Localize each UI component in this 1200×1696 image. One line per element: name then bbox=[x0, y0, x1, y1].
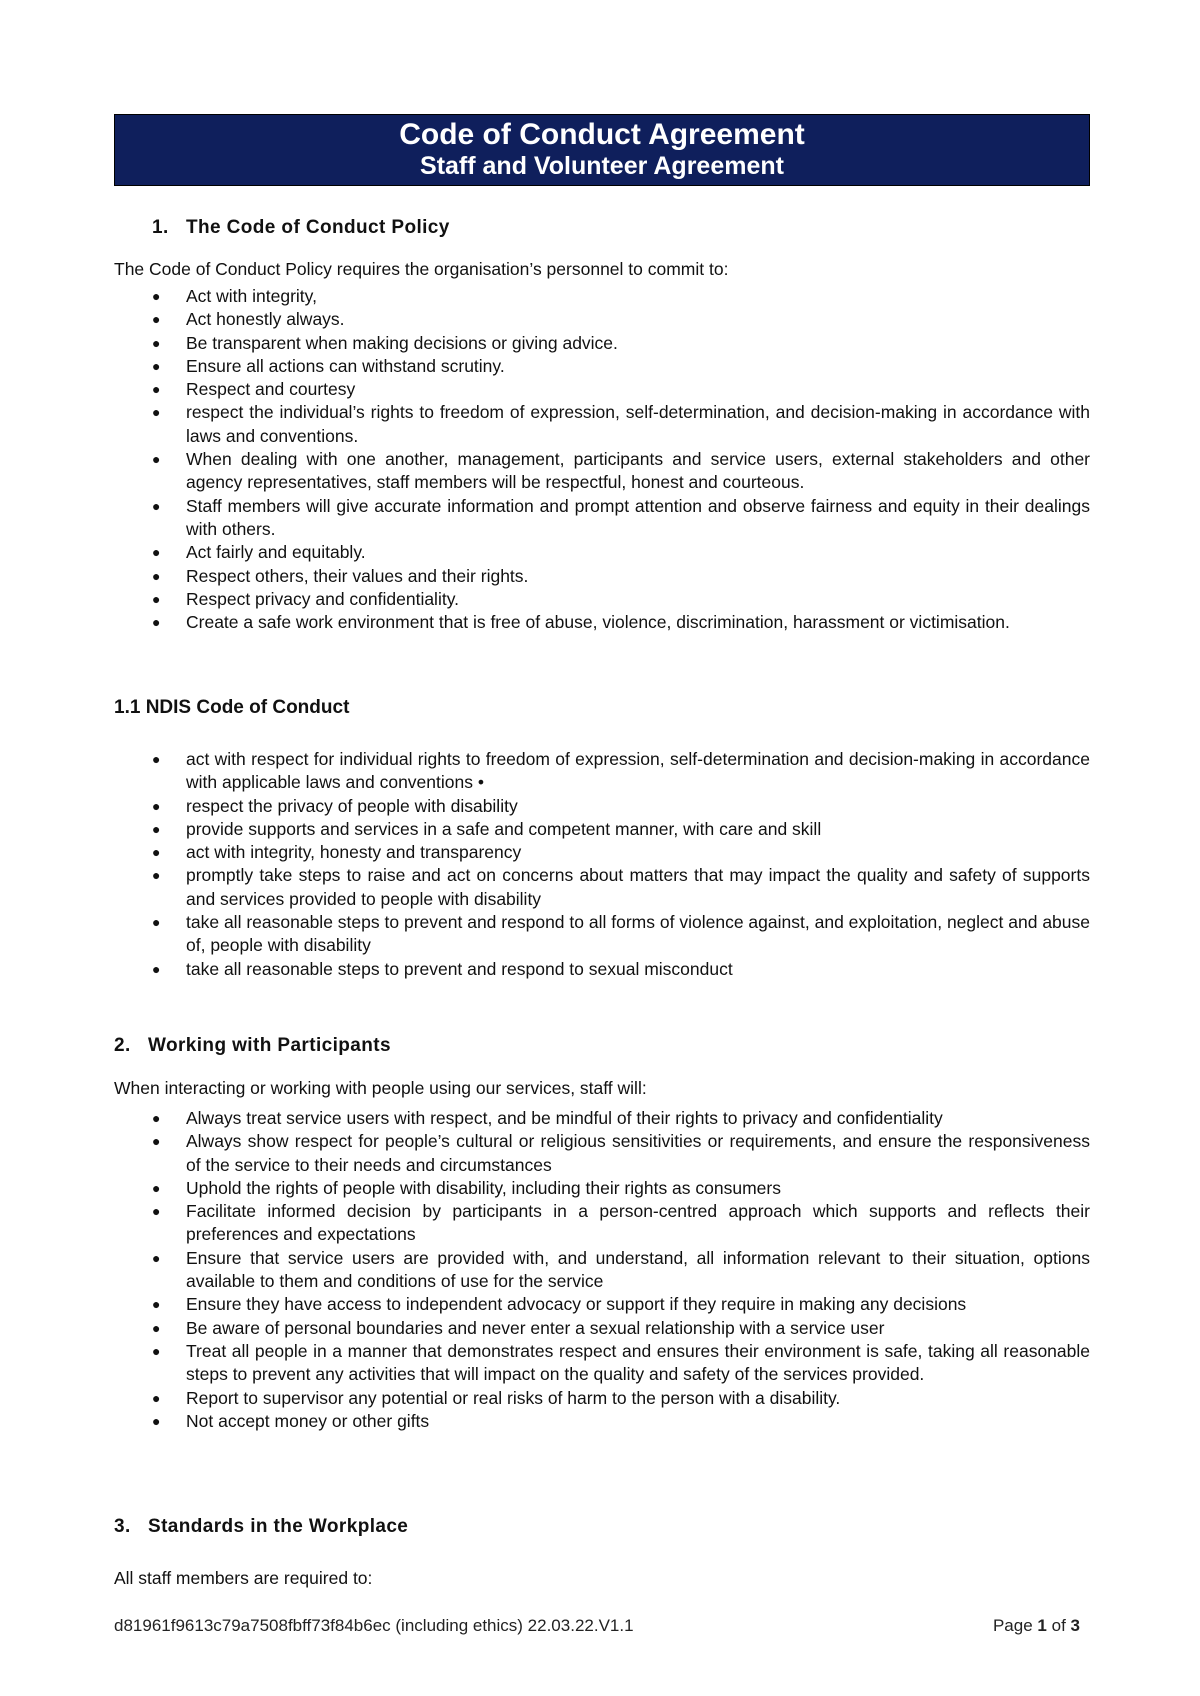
section-2-intro: When interacting or working with people using our services, staff will: bbox=[114, 1078, 647, 1098]
list-item: ● Ensure that service users are provided with, and understand, all information relevant to their situation, options available to them and conditions of use for the service bbox=[152, 1247, 1090, 1292]
list-item: ● respect the privacy of people with disability bbox=[152, 795, 518, 816]
section-3-heading: 3. Standards in the Workplace bbox=[114, 1516, 409, 1537]
section-2-list bbox=[114, 1107, 1090, 1433]
document-title: Code of Conduct Agreement bbox=[399, 118, 805, 151]
list-item: ● When dealing with one another, management, participants and service users, external stakeholders and other agency representatives, staff members will be respectful, honest and courteous. bbox=[152, 449, 1090, 493]
section-1-1 bbox=[114, 696, 1090, 981]
list-item: ● Act with integrity, bbox=[152, 286, 317, 306]
list-item: ● Facilitate informed decision by participants in a person-centred approach which supports and reflects their preferences and expectations bbox=[152, 1201, 1090, 1245]
section-1-intro: The Code of Conduct Policy requires the organisation’s personnel to commit to: bbox=[114, 259, 729, 279]
list-item: ● Act honestly always. bbox=[152, 309, 345, 330]
list-item: ● act with integrity, honesty and transparency bbox=[152, 842, 522, 863]
section-1-1-heading: 1.1 NDIS Code of Conduct bbox=[114, 697, 350, 718]
list-item: ● act with respect for individual rights to freedom of expression, self-determination and decision-making in accordance with applicable laws and conventions • bbox=[152, 749, 1090, 793]
list-item: ● take all reasonable steps to prevent and respond to sexual misconduct bbox=[152, 958, 733, 979]
page-footer bbox=[114, 1616, 1090, 1640]
title-banner bbox=[114, 114, 1090, 186]
list-item: ● Act fairly and equitably. bbox=[152, 542, 366, 563]
list-item: ● Uphold the rights of people with disability, including their rights as consumers bbox=[152, 1177, 781, 1198]
list-item: ● provide supports and services in a safe and competent manner, with care and skill bbox=[152, 818, 822, 839]
list-item: ● Be aware of personal boundaries and never enter a sexual relationship with a service user bbox=[152, 1317, 885, 1338]
list-item: ● Create a safe work environment that is free of abuse, violence, discrimination, harassment or victimisation. bbox=[152, 612, 1010, 633]
list-item: ● promptly take steps to raise and act on concerns about matters that may impact the quality and safety of supports and services provided to people with disability bbox=[152, 865, 1090, 909]
section-2-heading: 2. Working with Participants bbox=[114, 1035, 391, 1056]
list-item: ● Ensure all actions can withstand scrutiny. bbox=[152, 355, 505, 376]
list-item: ● Respect and courtesy bbox=[152, 379, 356, 400]
document-reference: d81961f9613c79a7508fbff73f84b6ec (including ethics) 22.03.22.V1.1 bbox=[114, 1616, 634, 1635]
list-item: ● Ensure they have access to independent advocacy or support if they require in making any decisions bbox=[152, 1294, 967, 1315]
list-item: ● Respect others, their values and their rights. bbox=[152, 565, 529, 586]
page-number: Page 1 of 3 bbox=[992, 1616, 1080, 1635]
section-1-list bbox=[114, 285, 1090, 634]
section-1 bbox=[114, 216, 1090, 634]
list-item: ● respect the individual’s rights to freedom of expression, self-determination, and decision-making in accordance with laws and conventions. bbox=[152, 402, 1090, 446]
list-item: ● Respect privacy and confidentiality. bbox=[152, 588, 460, 609]
list-item: ● Be transparent when making decisions or giving advice. bbox=[152, 332, 618, 353]
section-3 bbox=[114, 1515, 1090, 1590]
section-3-intro: All staff members are required to: bbox=[114, 1568, 373, 1588]
section-1-1-list bbox=[114, 748, 1090, 981]
section-1-heading: 1. The Code of Conduct Policy bbox=[152, 217, 450, 238]
list-item: ● Staff members will give accurate information and prompt attention and observe fairness and equity in their dealings with others. bbox=[152, 495, 1090, 539]
list-item: ● Always treat service users with respect, and be mindful of their rights to privacy and confidentiality bbox=[152, 1108, 943, 1128]
list-item: ● take all reasonable steps to prevent and respond to all forms of violence against, and exploitation, neglect and abuse of, people with disability bbox=[152, 912, 1090, 956]
list-item: ● Report to supervisor any potential or real risks of harm to the person with a disability. bbox=[152, 1387, 841, 1408]
section-2 bbox=[114, 1034, 1090, 1433]
document-subtitle: Staff and Volunteer Agreement bbox=[420, 152, 784, 180]
list-item: ● Treat all people in a manner that demonstrates respect and ensures their environment is safe, taking all reasonable steps to prevent any activities that will impact on the quality and safety of the services provided. bbox=[152, 1340, 1090, 1385]
list-item: ● Always show respect for people’s cultural or religious sensitivities or requirements, and ensure the responsiveness of the service to their needs and circumstances bbox=[152, 1131, 1090, 1175]
list-item: ● Not accept money or other gifts bbox=[152, 1410, 430, 1431]
